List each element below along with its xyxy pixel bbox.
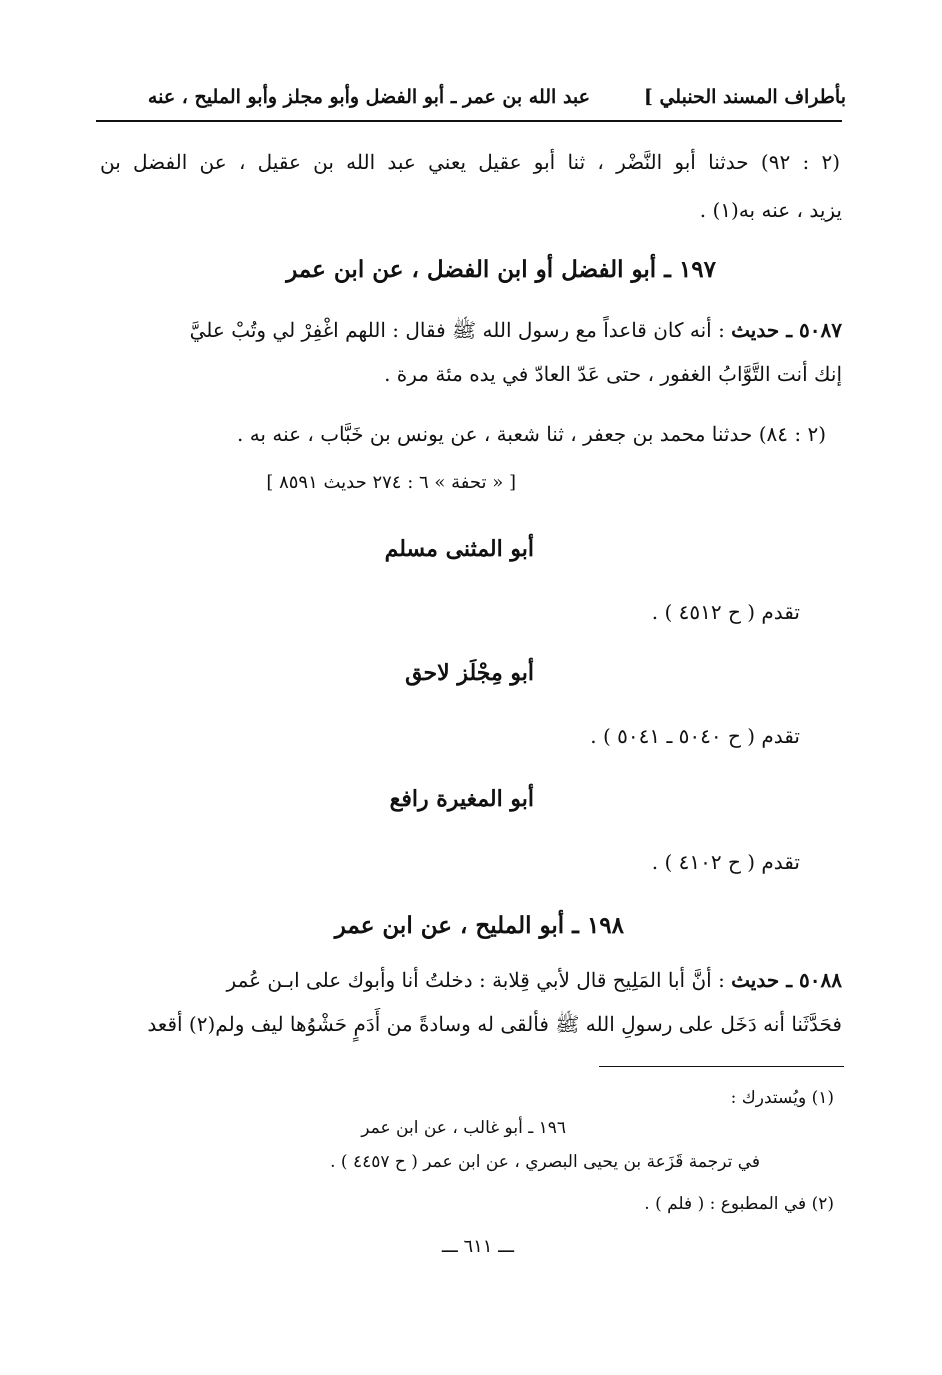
footnote-2: (٢) في المطبوع : ( فلم ) . xyxy=(644,1194,834,1214)
footnote-1-line-1: ١٩٦ ـ أبو غالب ، عن ابن عمر xyxy=(361,1118,566,1138)
hadith-5087-line-1 xyxy=(100,318,842,347)
hadith-5088-text: : أنَّ أبا المَلِيح قال لأبي قِلابة : دخلتُ أنا وأبوك على ابـن عُمر xyxy=(226,968,725,992)
cross-ref-1-ref: تقدم ( ح ٤٥١٢ ) . xyxy=(651,600,800,624)
hadith-5087-isnad: (٢ : ٨٤) حدثنا محمد بن جعفر ، ثنا شعبة ، عن يونس بن خَبَّاب ، عنه به . xyxy=(236,422,826,446)
hadith-5088-line-1 xyxy=(100,968,842,992)
footnote-rule xyxy=(599,1066,844,1067)
page-number: ـــ ٦١١ ـــ xyxy=(441,1236,514,1257)
running-header-chapter: عبد الله بن عمر ـ أبو الفضل وأبو مجلز وأبو المليح ، عنه xyxy=(147,86,590,108)
hadith-5087-label: ٥٠٨٧ ـ حديث xyxy=(731,318,842,342)
cross-ref-2-ref: تقدم ( ح ٥٠٤٠ ـ ٥٠٤١ ) . xyxy=(590,724,800,748)
section-197-heading: ١٩٧ ـ أبو الفضل أو ابن الفضل ، عن ابن عمر xyxy=(286,256,716,283)
hadith-5088-line-2: فحَدَّثَنا أنه دَخَل على رسولِ الله ﷺ فألقى له وسادةً من أَدَمٍ حَشْوُها ليف ولم(٢) أقعد xyxy=(147,1012,842,1036)
header-rule xyxy=(96,120,842,122)
running-header-book-title: بأطراف المسند الحنبلي ] xyxy=(643,86,846,108)
section-198-heading: ١٩٨ ـ أبو المليح ، عن ابن عمر xyxy=(334,912,624,939)
hadith-5087-tuhfa-ref: [ « تحفة » ٦ : ٢٧٤ حديث ٨٥٩١ ] xyxy=(266,472,516,493)
hadith-5088-label: ٥٠٨٨ ـ حديث xyxy=(731,968,842,992)
hadith-5087-text: : أنه كان قاعداً مع رسول الله ﷺ فقال : اللهم اغْفِرْ لي وتُبْ عليَّ xyxy=(189,318,725,342)
footnote-1-line-2: في ترجمة قَزَعة بن يحيى البصري ، عن ابن عمر ( ح ٤٤٥٧ ) . xyxy=(330,1152,760,1172)
hadith-5087-line-2: إنك أنت التَّوَّابُ الغفور ، حتى عَدّ العادّ في يده مئة مرة . xyxy=(384,362,842,386)
cross-ref-2-name: أبو مِجْلَز لاحق xyxy=(405,660,534,686)
top-para-line-2: يزيد ، عنه به(١) . xyxy=(699,198,842,222)
cross-ref-3-ref: تقدم ( ح ٤١٠٢ ) . xyxy=(651,850,800,874)
cross-ref-3-name: أبو المغيرة رافع xyxy=(389,786,534,812)
top-para-line-1: (٢ : ٩٢) حدثنا أبو النَّضْر ، ثنا أبو عقيل يعني عبد الله بن عقيل ، عن الفضل بن xyxy=(100,150,840,174)
footnote-1-label: (١) ويُستدرك : xyxy=(730,1088,834,1108)
cross-ref-1-name: أبو المثنى مسلم xyxy=(384,536,534,562)
